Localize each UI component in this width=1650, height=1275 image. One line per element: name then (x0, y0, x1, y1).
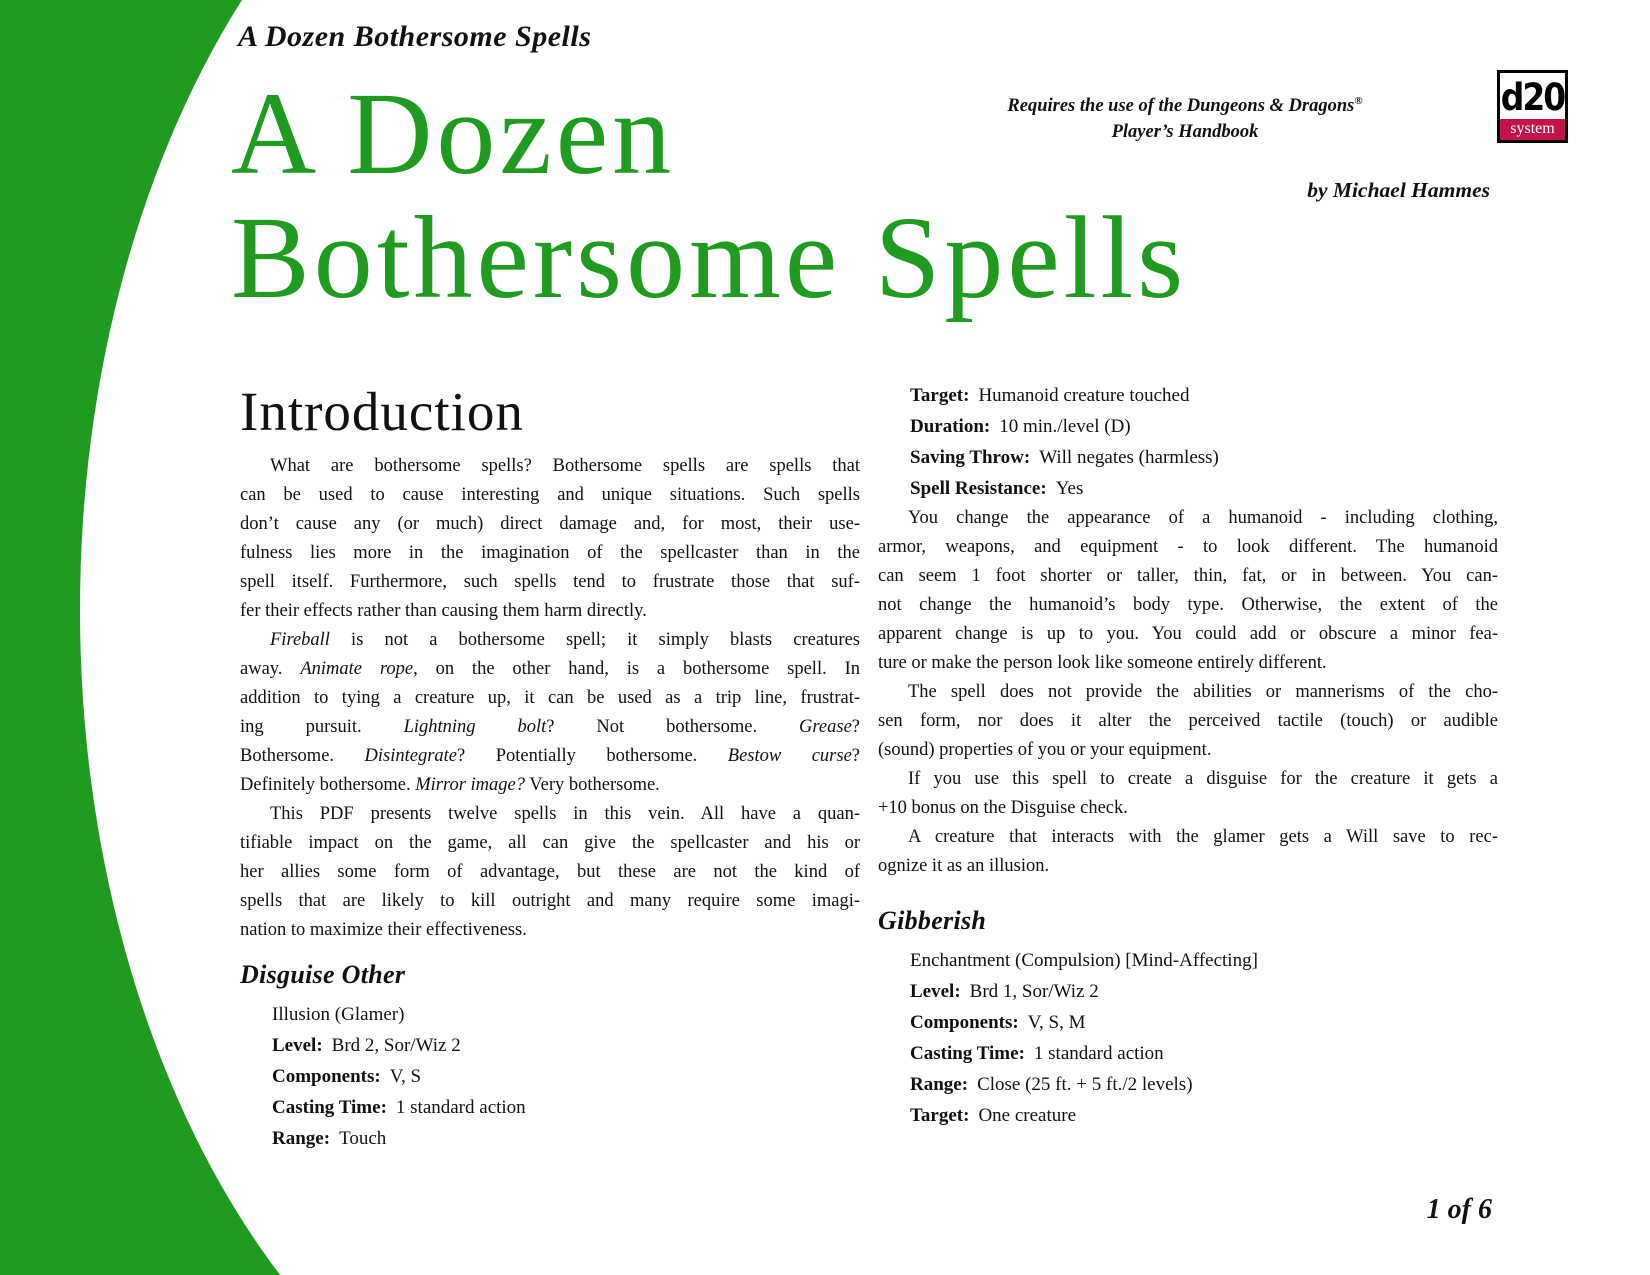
stat-label: Target: (910, 385, 970, 406)
stat-label: Duration: (910, 416, 991, 437)
d20-logo-die-text: d20 (1500, 75, 1565, 119)
text-line: Bothersome. Disintegrate? Potentially bothersome. Bestow curse? (240, 746, 860, 766)
paragraph (240, 626, 860, 800)
stat-value: V, S (389, 1066, 422, 1087)
text-line: can be used to cause interesting and unique situations. Such spells (240, 485, 860, 505)
d20-logo-system-text: system (1500, 119, 1565, 140)
text-line: fer their effects rather than causing them harm directly. (240, 601, 647, 621)
stat-row (910, 380, 1498, 411)
text-line: spell itself. Furthermore, such spells tend to frustrate those that suf- (240, 572, 860, 592)
text-line: You change the appearance of a humanoid - including clothing, (908, 508, 1498, 528)
stat-value: Brd 2, Sor/Wiz 2 (331, 1035, 461, 1056)
requires-notice (950, 88, 1420, 145)
text-line: Definitely bothersome. Mirror image? Very bothersome. (240, 775, 660, 795)
text-line: don’t cause any (or much) direct damage and, for most, their use- (240, 514, 860, 534)
stat-value: One creature (978, 1105, 1077, 1126)
text-line: ognize it as an illusion. (878, 856, 1050, 876)
paragraph (878, 678, 1498, 765)
stat-row (910, 1038, 1498, 1069)
text-line: If you use this spell to create a disguise for the creature it gets a (908, 769, 1498, 789)
stat-row (910, 976, 1498, 1007)
spell-school-line: Illusion (Glamer) (272, 1004, 405, 1025)
spell-stats-list (910, 380, 1498, 504)
page-title-line2: Bothersome Spells (231, 192, 1188, 323)
stat-value: 10 min./level (D) (999, 416, 1131, 437)
stat-label: Range: (910, 1074, 969, 1095)
stat-label: Casting Time: (910, 1043, 1025, 1064)
spell-heading-disguise-other: Disguise Other (240, 960, 406, 989)
stat-label: Level: (272, 1035, 323, 1056)
text-line: tifiable impact on the game, all can give the spellcaster and his or (240, 833, 860, 853)
text-line: her allies some form of advantage, but these are not the kind of (240, 862, 860, 882)
stat-value: 1 standard action (1033, 1043, 1164, 1064)
d20-system-logo (1497, 70, 1568, 143)
introduction-heading: Introduction (240, 381, 524, 442)
disguise-other-statblock (240, 999, 860, 1154)
stat-row (910, 1100, 1498, 1131)
stat-label: Spell Resistance: (910, 478, 1047, 499)
stat-row (910, 473, 1498, 504)
text-line: The spell does not provide the abilities or mannerisms of the cho- (908, 682, 1498, 702)
text-line: nation to maximize their effectiveness. (240, 920, 527, 940)
stat-label: Range: (272, 1128, 331, 1149)
disguise-other-statblock-continued (878, 380, 1498, 504)
stat-row (272, 1092, 860, 1123)
registered-trademark-symbol: ® (1354, 95, 1363, 107)
text-line: not change the humanoid’s body type. Otherwise, the extent of the (878, 595, 1498, 615)
spell-stats-list (272, 1030, 860, 1154)
stat-label: Components: (272, 1066, 381, 1087)
running-header-title: A Dozen Bothersome Spells (238, 20, 592, 53)
stat-row (272, 1030, 860, 1061)
disguise-other-description (878, 504, 1498, 881)
text-line: This PDF presents twelve spells in this vein. All have a quan- (270, 804, 860, 824)
paragraph (240, 800, 860, 945)
stat-value: Humanoid creature touched (978, 385, 1190, 406)
paragraph (240, 452, 860, 626)
stat-label: Casting Time: (272, 1097, 387, 1118)
left-column (240, 380, 860, 1154)
text-line: can seem 1 foot shorter or taller, thin, fat, or in between. You can- (878, 566, 1498, 586)
byline: by Michael Hammes (1307, 178, 1490, 202)
spell-stats-list (910, 976, 1498, 1131)
text-line: sen form, nor does it alter the perceived tactile (touch) or audible (878, 711, 1498, 731)
stat-row (272, 1123, 860, 1154)
spell-school-line: Enchantment (Compulsion) [Mind-Affecting] (910, 950, 1258, 971)
right-column (878, 380, 1498, 1131)
stat-value: Brd 1, Sor/Wiz 2 (969, 981, 1099, 1002)
introduction-paragraphs (240, 452, 860, 945)
stat-row (910, 411, 1498, 442)
stat-label: Components: (910, 1012, 1019, 1033)
gibberish-statblock (878, 945, 1498, 1131)
text-line: addition to tying a creature up, it can be used as a trip line, frustrat- (240, 688, 860, 708)
stat-label: Level: (910, 981, 961, 1002)
text-line: (sound) properties of you or your equipment. (878, 740, 1212, 760)
text-line: apparent change is up to you. You could add or obscure a minor fea- (878, 624, 1498, 644)
text-line: spells that are likely to kill outright and many require some imagi- (240, 891, 860, 911)
text-line: What are bothersome spells? Bothersome spells are spells that (270, 456, 860, 476)
stat-value: Will negates (harmless) (1039, 447, 1219, 468)
paragraph (878, 504, 1498, 678)
text-line: Fireball is not a bothersome spell; it simply blasts creatures (270, 630, 860, 650)
text-line: A creature that interacts with the glamer gets a Will save to rec- (908, 827, 1498, 847)
stat-row (272, 1061, 860, 1092)
stat-row (910, 1007, 1498, 1038)
page-number: 1 of 6 (1426, 1194, 1492, 1225)
text-line: fulness lies more in the imagination of the spellcaster than in the (240, 543, 860, 563)
page-title-line1: A Dozen (231, 68, 676, 199)
spell-heading-gibberish: Gibberish (878, 906, 987, 935)
text-line: ture or make the person look like someone entirely different. (878, 653, 1327, 673)
paragraph (878, 823, 1498, 881)
text-line: +10 bonus on the Disguise check. (878, 798, 1128, 818)
stat-row (910, 442, 1498, 473)
text-line: ing pursuit. Lightning bolt? Not bothersome. Grease? (240, 717, 860, 737)
paragraph (878, 765, 1498, 823)
stat-label: Saving Throw: (910, 447, 1031, 468)
stat-value: Yes (1055, 478, 1084, 499)
stat-value: Touch (339, 1128, 387, 1149)
stat-value: 1 standard action (395, 1097, 526, 1118)
stat-row (910, 1069, 1498, 1100)
text-line: away. Animate rope, on the other hand, is a bothersome spell. In (240, 659, 860, 679)
text-line: armor, weapons, and equipment - to look different. The humanoid (878, 537, 1498, 557)
stat-value: V, S, M (1027, 1012, 1086, 1033)
requires-line1: Requires the use of the Dungeons & Dragons (1007, 96, 1355, 117)
requires-line2: Player’s Handbook (1111, 122, 1259, 143)
stat-value: Close (25 ft. + 5 ft./2 levels) (977, 1074, 1193, 1095)
stat-label: Target: (910, 1105, 970, 1126)
